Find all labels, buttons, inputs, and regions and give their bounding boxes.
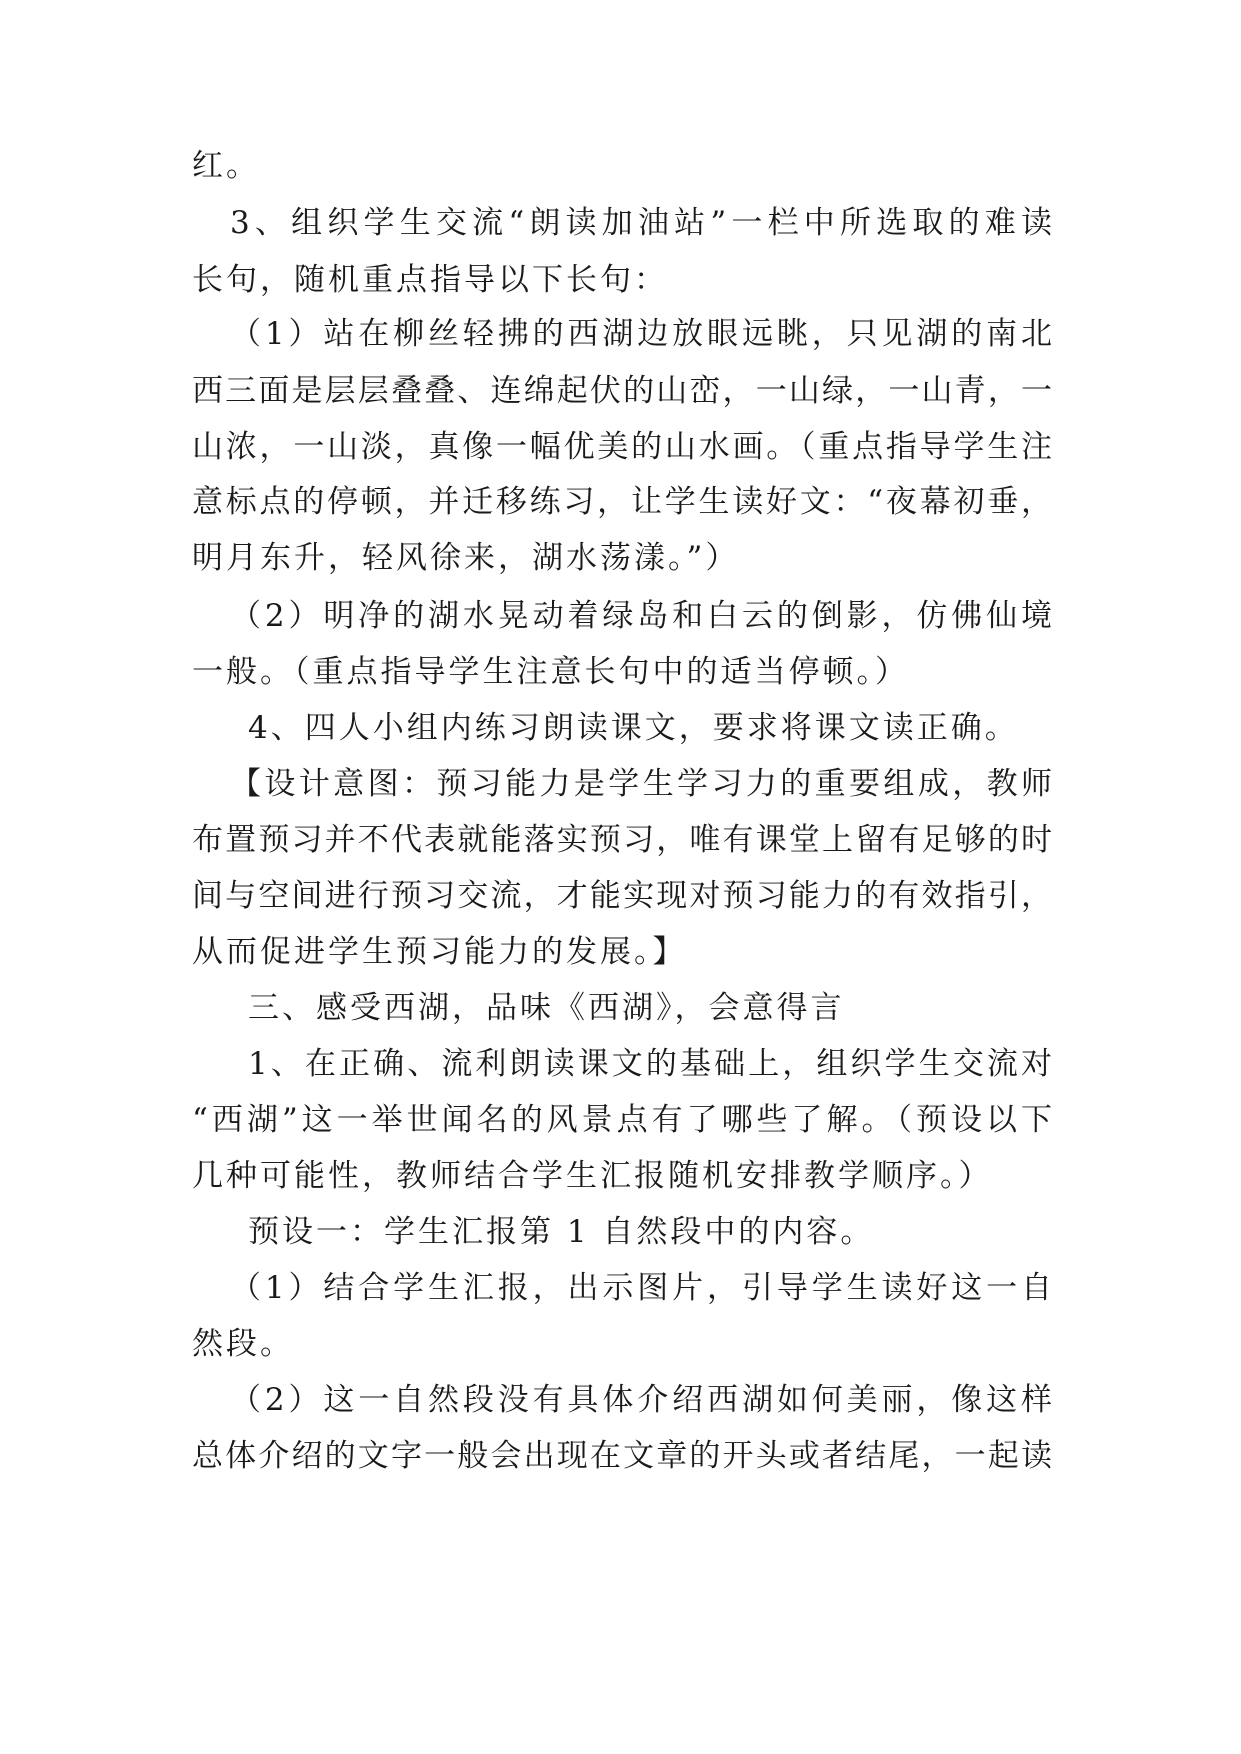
text-line-12: 【设计意图：预习能力是学生学习力的重要组成，教师 <box>230 766 1052 802</box>
text-line-3: 长句，随机重点指导以下长句： <box>192 262 668 298</box>
text-line-2: 3、组织学生交流“朗读加油站”一栏中所选取的难读 <box>230 205 1052 241</box>
text-line-8: 明月东升，轻风徐来，湖水荡漾。”） <box>192 540 740 576</box>
text-line-21: （1）结合学生汇报，出示图片，引导学生读好这一自 <box>230 1270 1052 1306</box>
text-line-19: 几种可能性，教师结合学生汇报随机安排教学顺序。） <box>192 1158 993 1194</box>
text-line-13: 布置预习并不代表就能落实预习，唯有课堂上留有足够的时 <box>192 822 1052 858</box>
text-line-17: 1、在正确、流利朗读课文的基础上，组织学生交流对 <box>248 1046 1052 1082</box>
text-line-24: 总体介绍的文字一般会出现在文章的开头或者结尾，一起读 <box>192 1438 1052 1474</box>
text-line-18: “西湖”这一举世闻名的风景点有了哪些了解。（预设以下 <box>192 1102 1052 1138</box>
text-line-11: 4、四人小组内练习朗读课文，要求将课文读正确。 <box>248 710 1019 746</box>
text-line-15: 从而促进学生预习能力的发展。】 <box>192 934 687 970</box>
text-line-7: 意标点的停顿，并迁移练习，让学生读好文：“夜幕初垂， <box>192 484 1052 520</box>
text-line-10: 一般。（重点指导学生注意长句中的适当停顿。） <box>192 654 909 690</box>
text-line-4: （1）站在柳丝轻拂的西湖边放眼远眺，只见湖的南北 <box>230 316 1052 352</box>
text-line-1: 红。 <box>192 148 260 184</box>
text-line-20: 预设一：学生汇报第 1 自然段中的内容。 <box>248 1214 875 1250</box>
text-line-23: （2）这一自然段没有具体介绍西湖如何美丽，像这样 <box>230 1382 1052 1418</box>
text-line-5: 西三面是层层叠叠、连绵起伏的山峦，一山绿，一山青，一 <box>192 373 1052 409</box>
text-line-14: 间与空间进行预习交流，才能实现对预习能力的有效指引， <box>192 878 1052 914</box>
text-line-6: 山浓，一山淡，真像一幅优美的山水画。（重点指导学生注 <box>192 429 1052 465</box>
text-line-22: 然段。 <box>192 1326 294 1362</box>
text-line-16: 三、感受西湖，品味《西湖》，会意得言 <box>248 990 845 1026</box>
text-line-9: （2）明净的湖水晃动着绿岛和白云的倒影，仿佛仙境 <box>230 598 1052 634</box>
